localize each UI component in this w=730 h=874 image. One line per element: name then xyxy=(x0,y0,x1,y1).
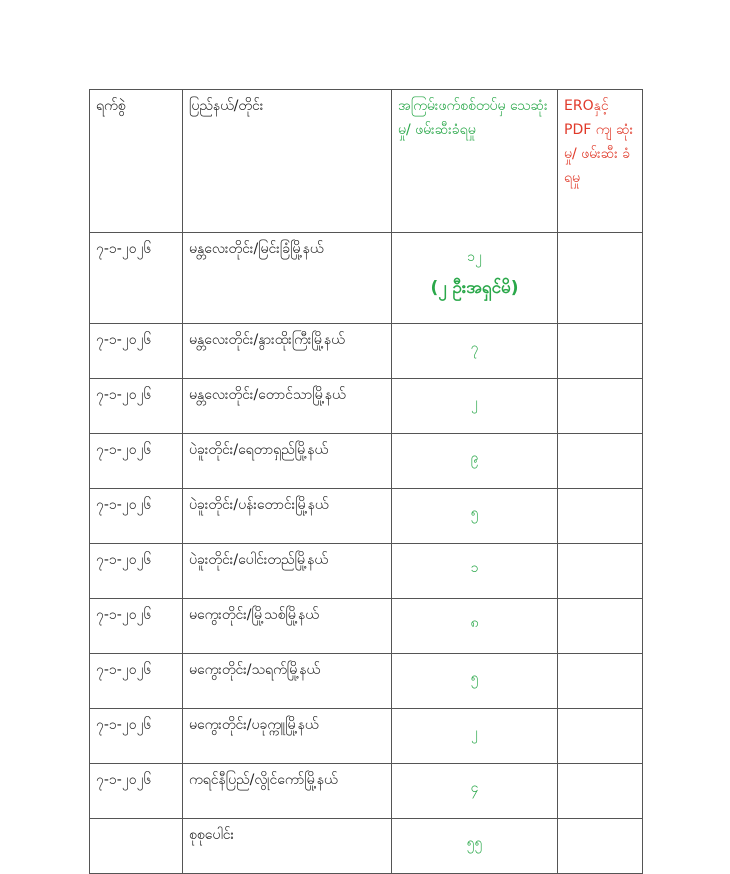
row-date: ၇-၁-၂၀၂၆ xyxy=(90,489,183,544)
row-count: ၂ xyxy=(392,379,558,434)
row-count: ၄ xyxy=(392,764,558,819)
row-region: မန္တလေးတိုင်း/နွားထိုးကြီးမြို့နယ် xyxy=(183,324,392,379)
table-row xyxy=(90,379,643,434)
row-ero-cell xyxy=(558,233,643,324)
row-date: ၇-၁-၂၀၂၆ xyxy=(90,544,183,599)
row-region: ကရင်နီပြည်/လွိုင်ကော်မြို့နယ် xyxy=(183,764,392,819)
table-row xyxy=(90,324,643,379)
row-date: ၇-၁-၂၀၂၆ xyxy=(90,379,183,434)
row-region: မန္တလေးတိုင်း/တောင်သာမြို့နယ် xyxy=(183,379,392,434)
row-region: မန္တလေးတိုင်း/မြင်းခြံမြို့နယ် xyxy=(183,233,392,324)
table-row xyxy=(90,654,643,709)
total-row xyxy=(90,819,643,874)
row-count xyxy=(392,233,558,324)
row-region: မကွေးတိုင်း/ပခုက္ကူမြို့နယ် xyxy=(183,709,392,764)
row-region: မကွေးတိုင်း/သရက်မြို့နယ် xyxy=(183,654,392,709)
row-ero-cell xyxy=(558,434,643,489)
total-ero-cell xyxy=(558,819,643,874)
row-count-note: (၂ ဦးအရှင်မိ) xyxy=(430,278,519,298)
row-region: ပဲခူးတိုင်း/ပေါင်းတည်မြို့နယ် xyxy=(183,544,392,599)
report-table xyxy=(89,89,643,874)
row-count: ၇ xyxy=(392,324,558,379)
table-row xyxy=(90,709,643,764)
row-date: ၇-၁-၂၀၂၆ xyxy=(90,764,183,819)
header-ero-pdf-casualties: EROနှင့် PDF ကျ ဆုံးမှု/ ဖမ်းဆီး ခံရမှု xyxy=(558,90,643,233)
row-ero-cell xyxy=(558,764,643,819)
row-ero-cell xyxy=(558,324,643,379)
row-count: ၁ xyxy=(392,544,558,599)
row-ero-cell xyxy=(558,544,643,599)
row-date: ၇-၁-၂၀၂၆ xyxy=(90,599,183,654)
row-count-value: ၁၂ xyxy=(467,249,482,265)
header-military-casualties: အကြမ်းဖက်စစ်တပ်မှ သေဆုံးမှု/ ဖမ်းဆီးခံရမှု xyxy=(392,90,558,233)
row-date: ၇-၁-၂၀၂၆ xyxy=(90,324,183,379)
table-row xyxy=(90,233,643,324)
table-row xyxy=(90,764,643,819)
row-count: ၅ xyxy=(392,489,558,544)
total-date-cell xyxy=(90,819,183,874)
row-count: ၅ xyxy=(392,654,558,709)
header-region: ပြည်နယ်/တိုင်း xyxy=(183,90,392,233)
row-date: ၇-၁-၂၀၂၆ xyxy=(90,233,183,324)
row-count: ၉ xyxy=(392,434,558,489)
row-date: ၇-၁-၂၀၂၆ xyxy=(90,654,183,709)
total-label: စုစုပေါင်း xyxy=(183,819,392,874)
row-count: ၂ xyxy=(392,709,558,764)
row-count: ၈ xyxy=(392,599,558,654)
row-ero-cell xyxy=(558,599,643,654)
table-header-row xyxy=(90,90,643,233)
row-region: ပဲခူးတိုင်း/ပန်းတောင်းမြို့နယ် xyxy=(183,489,392,544)
row-date: ၇-၁-၂၀၂၆ xyxy=(90,709,183,764)
table-row xyxy=(90,599,643,654)
row-ero-cell xyxy=(558,709,643,764)
row-region: ပဲခူးတိုင်း/ရေတာရှည်မြို့နယ် xyxy=(183,434,392,489)
header-date: ရက်စွဲ xyxy=(90,90,183,233)
row-ero-cell xyxy=(558,654,643,709)
row-ero-cell xyxy=(558,379,643,434)
row-date: ၇-၁-၂၀၂၆ xyxy=(90,434,183,489)
table-row xyxy=(90,434,643,489)
table-row xyxy=(90,489,643,544)
row-ero-cell xyxy=(558,489,643,544)
table-row xyxy=(90,544,643,599)
total-count: ၅၅ xyxy=(392,819,558,874)
row-region: မကွေးတိုင်း/မြို့သစ်မြို့နယ် xyxy=(183,599,392,654)
